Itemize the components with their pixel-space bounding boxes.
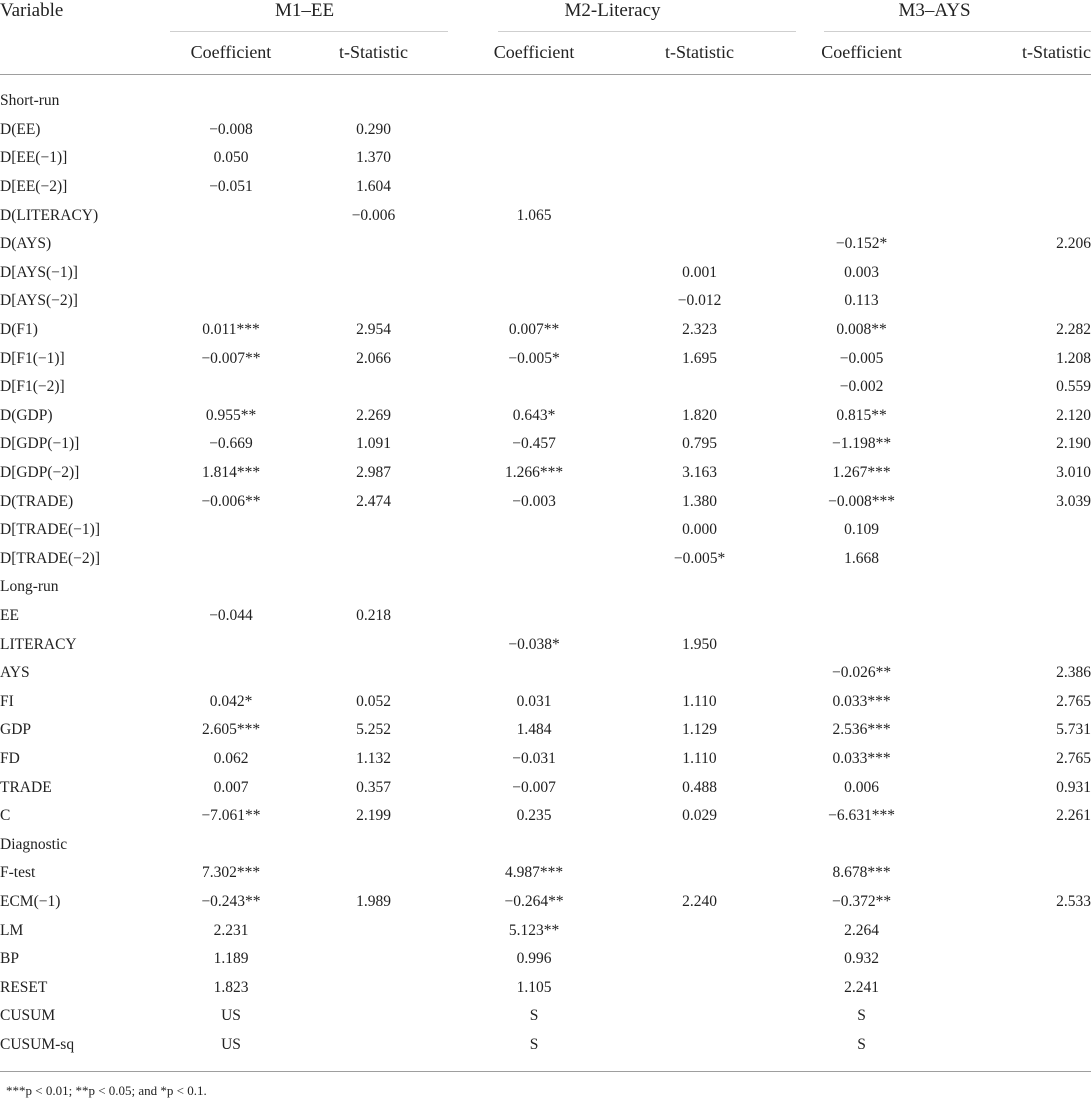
coefficient-cell	[162, 516, 300, 545]
tstat-cell: 0.559	[1056, 378, 1091, 396]
variable-label: TRADE	[0, 778, 52, 796]
tstat-cell: 2.261	[1056, 807, 1091, 825]
coefficient-cell: 0.008**	[836, 321, 887, 339]
coefficient-cell	[162, 87, 300, 116]
variable-label: D(TRADE)	[0, 492, 74, 510]
coefficient-cell: 0.815**	[836, 406, 887, 424]
group-header-m1: M1–EE	[274, 0, 335, 21]
table-row	[0, 1002, 1091, 1031]
coefficient-cell: −0.002	[839, 378, 884, 396]
coefficient-cell: 1.267***	[832, 464, 891, 482]
coefficient-cell: 0.042*	[209, 692, 253, 710]
table-row	[0, 402, 1091, 431]
table-row	[0, 687, 1091, 716]
table-row	[0, 116, 1091, 145]
section-header-row	[0, 573, 1091, 602]
coefficient-cell	[447, 659, 621, 688]
variable-label: D(AYS)	[0, 235, 52, 253]
table-row	[0, 487, 1091, 516]
tstat-cell	[945, 116, 1091, 145]
tstat-cell	[621, 659, 778, 688]
coefficient-cell: 2.264	[844, 921, 879, 939]
coefficient-cell: 1.668	[844, 549, 879, 567]
coefficient-cell	[778, 116, 945, 145]
coefficient-cell: 0.033***	[832, 749, 891, 767]
tstat-cell	[621, 945, 778, 974]
coefficient-cell: 0.996	[516, 950, 552, 968]
tstat-cell: 2.533	[1056, 892, 1091, 910]
coefficient-cell: 0.011***	[202, 321, 260, 339]
variable-label: D[TRADE(−2)]	[0, 549, 100, 567]
tstat-cell: 0.488	[682, 778, 717, 796]
tstat-cell	[300, 630, 447, 659]
table-row	[0, 1031, 1091, 1060]
table-row	[0, 659, 1091, 688]
coefficient-cell	[778, 630, 945, 659]
table-row	[0, 373, 1091, 402]
coefficient-cell	[162, 287, 300, 316]
coefficient-cell	[447, 573, 621, 602]
tstat-cell	[300, 259, 447, 288]
tstat-cell: 0.931	[1056, 778, 1091, 796]
coefficient-cell: 0.007**	[508, 321, 560, 339]
variable-label: D[F1(−2)]	[0, 378, 65, 396]
tstat-cell	[945, 516, 1091, 545]
tstat-cell	[945, 1002, 1091, 1031]
subheader-m1-coefficient: Coefficient	[190, 41, 272, 62]
tstat-cell: 2.386	[1056, 664, 1091, 682]
coefficient-cell: S	[857, 1035, 866, 1053]
tstat-cell: 0.795	[682, 435, 717, 453]
coefficient-cell: −0.038*	[508, 635, 560, 653]
variable-label: D[EE(−1)]	[0, 149, 68, 167]
tstat-cell: 2.954	[356, 321, 391, 339]
tstat-cell	[945, 602, 1091, 631]
coefficient-cell	[778, 173, 945, 202]
table-row	[0, 802, 1091, 831]
tstat-cell: 2.240	[682, 892, 717, 910]
tstat-cell	[300, 1031, 447, 1060]
tstat-cell: 1.370	[356, 149, 391, 167]
table-row	[0, 430, 1091, 459]
variable-label: D[EE(−2)]	[0, 178, 68, 196]
tstat-cell: 5.252	[356, 721, 391, 739]
tstat-cell: 0.001	[682, 263, 717, 281]
tstat-cell: 5.731	[1056, 721, 1091, 739]
tstat-cell	[945, 173, 1091, 202]
tstat-cell	[621, 1031, 778, 1060]
tstat-cell	[945, 287, 1091, 316]
tstat-cell	[621, 201, 778, 230]
tstat-cell	[300, 516, 447, 545]
subheader-m3-coefficient: Coefficient	[821, 41, 902, 62]
coefficient-cell: 0.050	[213, 149, 249, 167]
variable-label: D(EE)	[0, 120, 41, 138]
coefficient-cell	[447, 545, 621, 574]
coefficient-cell: −0.051	[209, 178, 253, 196]
tstat-cell: 1.380	[682, 492, 717, 510]
coefficient-cell	[778, 573, 945, 602]
variable-label: D(LITERACY)	[0, 206, 99, 224]
tstat-cell	[945, 630, 1091, 659]
table-row	[0, 316, 1091, 345]
tstat-cell	[300, 659, 447, 688]
coefficient-cell	[778, 201, 945, 230]
tstat-cell	[945, 945, 1091, 974]
coefficient-cell: −0.457	[512, 435, 556, 453]
coefficient-cell: 0.955**	[205, 406, 257, 424]
group-header-row	[0, 0, 1091, 30]
tstat-cell: 0.000	[682, 521, 717, 539]
coefficient-cell: S	[529, 1035, 539, 1053]
table-row	[0, 945, 1091, 974]
coefficient-cell: −0.008	[209, 120, 253, 138]
tstat-cell	[300, 830, 447, 859]
variable-label: D[GDP(−1)]	[0, 435, 80, 453]
coefficient-cell	[447, 87, 621, 116]
coefficient-cell	[447, 173, 621, 202]
coefficient-cell	[778, 144, 945, 173]
coefficient-cell	[447, 373, 621, 402]
coefficient-cell: 7.302***	[201, 864, 261, 882]
tstat-cell	[945, 201, 1091, 230]
variable-label: D[AYS(−2)]	[0, 292, 78, 310]
tstat-cell: 1.091	[356, 435, 391, 453]
coefficient-cell: 1.266***	[504, 464, 564, 482]
tstat-cell: 0.052	[356, 692, 391, 710]
coefficient-cell: −0.008***	[828, 492, 895, 510]
table-row	[0, 859, 1091, 888]
coefficient-cell: 0.006	[844, 778, 879, 796]
tstat-cell	[621, 144, 778, 173]
section-label: Diagnostic	[0, 835, 68, 853]
section-header-row	[0, 830, 1091, 859]
variable-label: ECM(−1)	[0, 892, 61, 910]
table-row	[0, 287, 1091, 316]
tstat-cell: 3.039	[1056, 492, 1091, 510]
coefficient-cell: 0.003	[844, 263, 879, 281]
tstat-cell	[621, 87, 778, 116]
coefficient-cell: −0.006**	[201, 492, 261, 510]
variable-label: D(F1)	[0, 321, 38, 339]
tstat-cell	[300, 573, 447, 602]
table-row	[0, 973, 1091, 1002]
tstat-cell: 2.987	[356, 464, 391, 482]
tstat-cell	[300, 373, 447, 402]
coefficient-cell: S	[529, 1007, 539, 1025]
tstat-cell: 2.190	[1056, 435, 1091, 453]
coefficient-cell	[447, 144, 621, 173]
coefficient-cell: 2.605***	[201, 721, 261, 739]
tstat-cell: 0.218	[356, 606, 391, 624]
coefficient-cell: −0.003	[512, 492, 556, 510]
tstat-cell	[300, 287, 447, 316]
subheader-m2-coefficient: Coefficient	[493, 41, 575, 62]
tstat-cell	[945, 1031, 1091, 1060]
tstat-cell: 0.029	[682, 807, 717, 825]
group-header-m2: M2-Literacy	[564, 0, 661, 21]
coefficient-cell	[447, 287, 621, 316]
coefficient-cell: −0.007	[512, 778, 556, 796]
coefficient-cell: −0.243**	[201, 892, 261, 910]
coefficient-cell	[447, 602, 621, 631]
tstat-cell	[300, 230, 447, 259]
coefficient-cell: −0.026**	[831, 664, 892, 682]
tstat-cell: 1.208	[1056, 349, 1091, 367]
section-header-row	[0, 87, 1091, 116]
tstat-cell	[945, 973, 1091, 1002]
variable-label: F-test	[0, 864, 36, 882]
tstat-cell	[621, 573, 778, 602]
coefficient-cell	[447, 116, 621, 145]
variable-label: D[GDP(−2)]	[0, 464, 80, 482]
tstat-cell: 1.110	[682, 749, 717, 767]
tstat-cell	[945, 859, 1091, 888]
table-bottom-rule	[0, 1071, 1091, 1072]
coefficient-cell: −0.152*	[835, 235, 888, 253]
coefficient-cell: −1.198**	[831, 435, 892, 453]
coefficient-cell: −0.005*	[508, 349, 560, 367]
variable-label: EE	[0, 606, 19, 624]
variable-label: D[TRADE(−1)]	[0, 521, 100, 539]
tstat-cell: 2.199	[356, 807, 391, 825]
tstat-cell: 2.765	[1056, 692, 1091, 710]
tstat-cell	[621, 230, 778, 259]
table-row	[0, 602, 1091, 631]
tstat-cell	[300, 545, 447, 574]
coefficient-cell: S	[857, 1007, 866, 1025]
subheader-m3-tstat: t-Statistic	[1022, 41, 1091, 62]
coefficient-cell: 0.031	[516, 692, 552, 710]
coefficient-cell	[162, 230, 300, 259]
tstat-cell: 1.820	[682, 406, 717, 424]
table-row	[0, 916, 1091, 945]
coefficient-cell	[447, 830, 621, 859]
coefficient-cell: 2.241	[844, 978, 879, 996]
coefficient-cell: 0.109	[844, 521, 879, 539]
coefficient-cell: 0.033***	[832, 692, 891, 710]
table-row	[0, 773, 1091, 802]
coefficient-cell	[778, 830, 945, 859]
coefficient-cell: −0.005	[839, 349, 884, 367]
subheader-row	[0, 30, 1091, 75]
group-header-m3: M3–AYS	[898, 0, 971, 21]
coefficient-cell	[447, 516, 621, 545]
coefficient-cell: US	[221, 1007, 241, 1025]
table-row	[0, 144, 1091, 173]
tstat-cell: 2.206	[1056, 235, 1091, 253]
subheader-m1-tstat: t-Statistic	[339, 41, 408, 62]
table-row	[0, 716, 1091, 745]
tstat-cell: 0.357	[356, 778, 391, 796]
coefficient-cell: 0.235	[516, 807, 552, 825]
tstat-cell: −0.012	[677, 292, 722, 310]
coefficient-cell	[162, 545, 300, 574]
section-label: Short-run	[0, 92, 60, 110]
tstat-cell	[945, 573, 1091, 602]
coefficient-cell	[447, 259, 621, 288]
coefficient-cell: 4.987***	[504, 864, 564, 882]
table-row	[0, 745, 1091, 774]
coefficient-cell: −0.372**	[831, 892, 892, 910]
tstat-cell	[945, 916, 1091, 945]
coefficient-cell: −0.007**	[201, 349, 261, 367]
tstat-cell	[300, 945, 447, 974]
coefficient-cell: US	[221, 1035, 241, 1053]
coefficient-cell: 5.123**	[508, 921, 560, 939]
tstat-cell	[621, 116, 778, 145]
group-underline-m3	[824, 31, 1091, 32]
tstat-cell	[621, 1002, 778, 1031]
group-underline-m2	[498, 31, 796, 32]
tstat-cell: 2.474	[356, 492, 391, 510]
tstat-cell	[945, 545, 1091, 574]
significance-footnote: ***p < 0.01; **p < 0.05; and *p < 0.1.	[6, 1083, 207, 1098]
variable-label: CUSUM-sq	[0, 1035, 75, 1053]
tstat-cell: 2.066	[356, 349, 391, 367]
coefficient-cell: 1.189	[213, 950, 249, 968]
table-row	[0, 230, 1091, 259]
tstat-cell: 2.269	[356, 406, 391, 424]
tstat-cell	[300, 1002, 447, 1031]
table-row	[0, 516, 1091, 545]
subheader-empty	[0, 30, 162, 75]
coefficient-cell	[162, 630, 300, 659]
coefficient-cell: 0.062	[213, 749, 249, 767]
variable-label: CUSUM	[0, 1007, 56, 1025]
table-body	[0, 75, 1091, 1060]
coefficient-cell	[162, 201, 300, 230]
coefficient-cell: 2.231	[213, 921, 249, 939]
tstat-cell	[300, 916, 447, 945]
coefficient-cell: 8.678***	[832, 864, 891, 882]
tstat-cell: 1.695	[682, 349, 717, 367]
variable-label: D[F1(−1)]	[0, 349, 65, 367]
subheader-m2-tstat: t-Statistic	[665, 41, 735, 62]
table-row	[0, 630, 1091, 659]
variable-header: Variable	[0, 0, 64, 21]
variable-label: RESET	[0, 978, 48, 996]
group-underline-m1	[170, 31, 448, 32]
coefficient-cell: −0.031	[512, 749, 556, 767]
coefficient-cell: 1.823	[213, 978, 249, 996]
table-row	[0, 259, 1091, 288]
coefficient-cell: 1.484	[516, 721, 552, 739]
tstat-cell	[621, 830, 778, 859]
tstat-cell	[945, 87, 1091, 116]
variable-label: BP	[0, 950, 19, 968]
tstat-cell: 2.282	[1056, 321, 1091, 339]
variable-label: FI	[0, 692, 14, 710]
coefficient-cell: 0.932	[844, 950, 879, 968]
variable-label: LITERACY	[0, 635, 77, 653]
tstat-cell: 0.290	[356, 120, 391, 138]
coefficient-cell: −0.669	[209, 435, 253, 453]
table-row	[0, 201, 1091, 230]
coefficient-cell: −7.061**	[201, 807, 261, 825]
coefficient-cell	[778, 87, 945, 116]
variable-label: D(GDP)	[0, 406, 53, 424]
tstat-cell	[621, 916, 778, 945]
coefficient-cell: −0.264**	[504, 892, 564, 910]
coefficient-cell: 1.105	[516, 978, 552, 996]
tstat-cell: 1.132	[356, 749, 391, 767]
coefficient-cell	[162, 573, 300, 602]
coefficient-cell	[162, 830, 300, 859]
tstat-cell	[300, 87, 447, 116]
tstat-cell: −0.005*	[673, 549, 726, 567]
variable-label: AYS	[0, 664, 30, 682]
variable-label: GDP	[0, 721, 32, 739]
tstat-cell: 2.765	[1056, 749, 1091, 767]
coefficient-cell: −0.044	[209, 606, 253, 624]
tstat-cell	[621, 859, 778, 888]
table-row	[0, 888, 1091, 917]
coefficient-cell	[162, 259, 300, 288]
tstat-cell	[621, 373, 778, 402]
variable-label: LM	[0, 921, 24, 939]
coefficient-cell: −6.631***	[828, 807, 895, 825]
tstat-cell	[621, 173, 778, 202]
coefficient-cell: 2.536***	[832, 721, 891, 739]
table-row	[0, 459, 1091, 488]
tstat-cell: 1.110	[682, 692, 717, 710]
tstat-cell: 1.604	[356, 178, 391, 196]
section-label: Long-run	[0, 578, 59, 596]
tstat-cell	[621, 602, 778, 631]
tstat-cell	[945, 259, 1091, 288]
coefficient-cell: 1.065	[516, 206, 552, 224]
variable-label: D[AYS(−1)]	[0, 263, 78, 281]
tstat-cell: −0.006	[351, 206, 396, 224]
coefficient-cell	[447, 230, 621, 259]
tstat-cell: 2.120	[1056, 406, 1091, 424]
variable-label: C	[0, 807, 11, 825]
coefficient-cell: 0.113	[844, 292, 879, 310]
table-row	[0, 344, 1091, 373]
coefficient-cell: 0.643*	[512, 406, 556, 424]
tstat-cell: 1.989	[356, 892, 391, 910]
coefficient-cell	[778, 602, 945, 631]
table-row	[0, 545, 1091, 574]
variable-label: FD	[0, 749, 20, 767]
tstat-cell	[945, 830, 1091, 859]
tstat-cell	[945, 144, 1091, 173]
tstat-cell	[621, 973, 778, 1002]
coefficient-cell	[162, 373, 300, 402]
table-row	[0, 173, 1091, 202]
tstat-cell: 3.163	[682, 464, 717, 482]
tstat-cell: 3.010	[1056, 464, 1091, 482]
tstat-cell	[300, 973, 447, 1002]
coefficient-cell	[162, 659, 300, 688]
tstat-cell: 1.950	[682, 635, 717, 653]
coefficient-cell: 0.007	[213, 778, 249, 796]
coefficient-cell: 1.814***	[201, 464, 261, 482]
tstat-cell: 2.323	[682, 321, 717, 339]
tstat-cell: 1.129	[682, 721, 717, 739]
tstat-cell	[300, 859, 447, 888]
